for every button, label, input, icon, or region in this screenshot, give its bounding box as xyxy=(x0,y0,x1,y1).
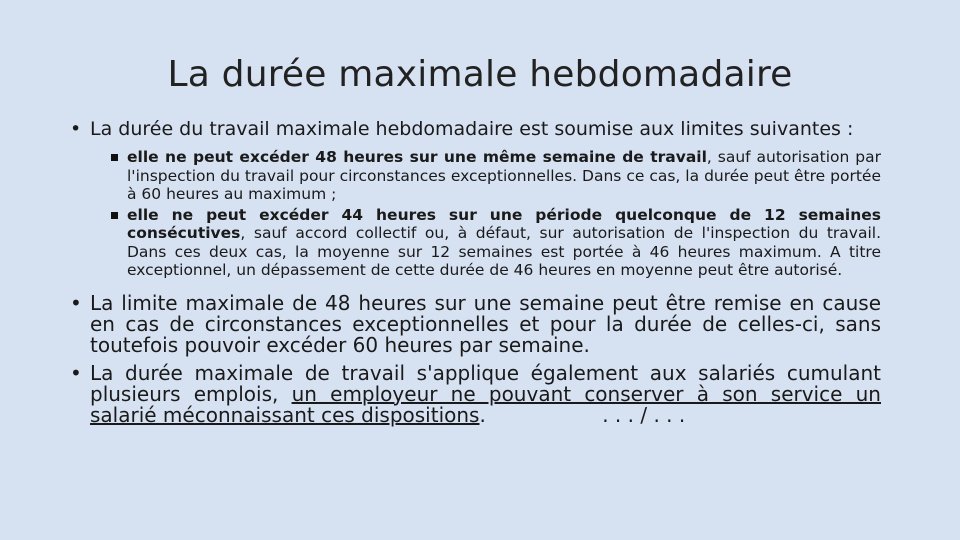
sub-bullet-text: , sauf accord collectif ou, à défaut, sur autorisation de l'inspection du travail. Dans ces deux cas, la moyenne sur 12 semaines est portée à 46 heures maximum. A titre exceptionnel, un dépassement de cette durée de 46 heures en moyenne peut être autorisé. xyxy=(127,224,881,279)
bullet-limits-intro xyxy=(70,120,881,139)
bullet-text: La limite maximale de 48 heures sur une semaine peut être remise en cause en cas de circonstances exceptionnelles et pour la durée de celles-ci, sans toutefois pouvoir excéder 60 heures par semaine. xyxy=(90,290,881,357)
bullet-48-hour-limit xyxy=(70,290,881,357)
slide-content xyxy=(70,120,881,426)
slide-title: La durée maximale hebdomadaire xyxy=(167,54,793,95)
bullet-dot: • xyxy=(70,118,82,140)
bullet-multiple-jobs xyxy=(70,360,881,427)
bullet-text-underlined: un employeur ne pouvant conserver à son service un salarié méconnaissant ces dispositions xyxy=(90,381,881,427)
square-bullet-icon xyxy=(111,154,118,161)
bullet-text: La durée du travail maximale hebdomadaire est soumise aux limites suivantes : xyxy=(90,118,854,140)
sub-bullet-44-hours xyxy=(107,206,881,280)
continuation-marker: . . . / . . . xyxy=(602,402,686,427)
bullet-dot: • xyxy=(70,290,82,315)
sub-bullet-text: , sauf autorisation par l'inspection du travail pour circonstances exceptionnelles. Dans ce cas, la durée peut être portée à 60 heures au maximum ; xyxy=(127,148,881,203)
sub-bullet-48-hours xyxy=(107,148,881,204)
bullet-text-start: La durée maximale de travail s'applique également aux salariés cumulant plusieurs emplois, xyxy=(90,360,881,406)
square-bullet-icon xyxy=(111,212,118,219)
sub-bullet-bold: elle ne peut excéder 48 heures sur une même semaine de travail xyxy=(127,148,707,166)
bullet-dot: • xyxy=(70,360,82,385)
sub-bullet-bold: elle ne peut excéder 44 heures sur une période quelconque de 12 semaines consécutives xyxy=(127,205,881,242)
bullet-text-end: . xyxy=(479,402,486,427)
